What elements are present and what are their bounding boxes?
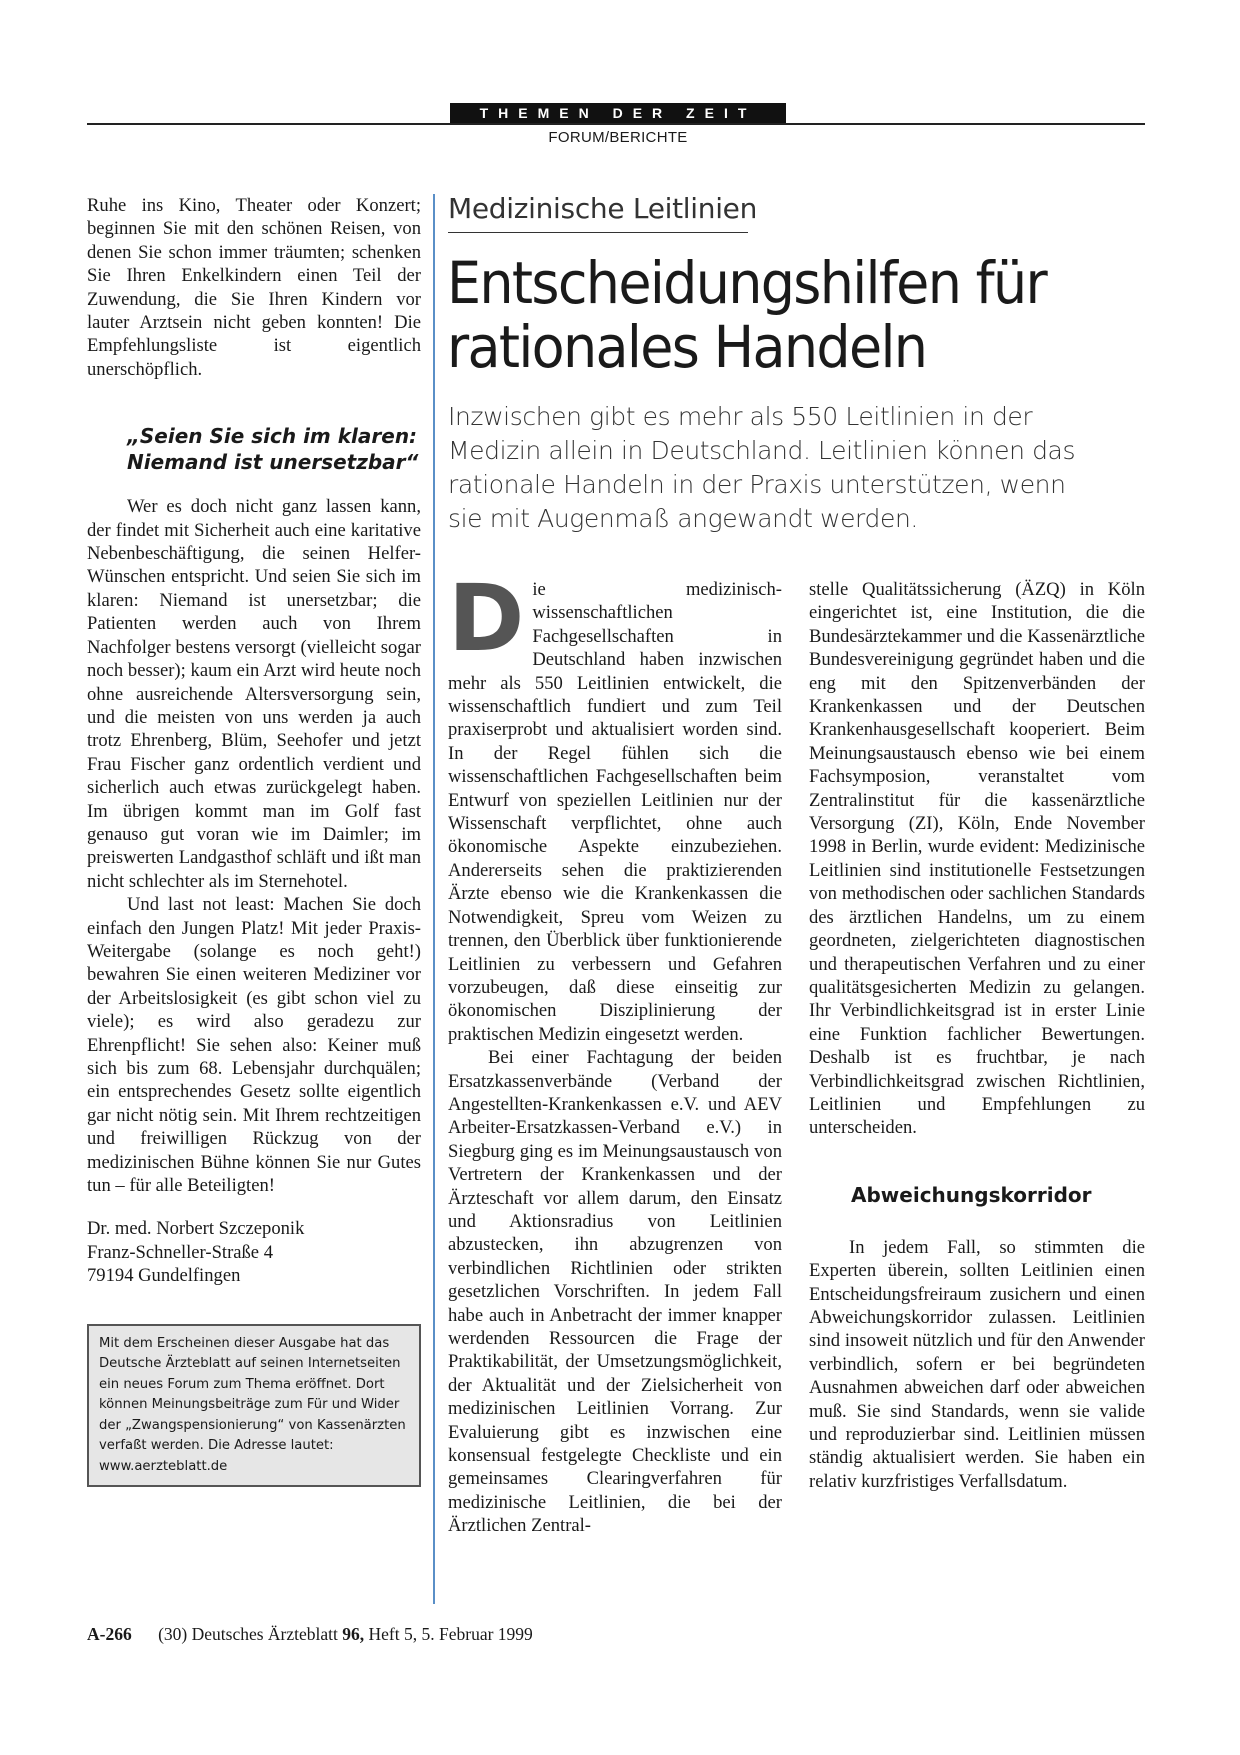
author-block [87,1217,421,1287]
header-rule [87,123,1145,125]
forum-notice-box: Mit dem Erscheinen dieser Ausgabe hat das Deutsche Ärzteblatt auf seinen Internetseiten ein neues Forum zum Thema eröffnet. Dort können Meinungsbeiträge zum Für und Wider der „Zwangspensionierung“ von Kassenärzten verfaßt werden. Die Adresse lautet: www.aerzteblatt.de [87,1324,421,1488]
article-lead: Inzwischen gibt es mehr als 550 Leitlinien in der Medizin allein in Deutschland. Leitlinien können das rationale Handeln in der Praxis unterstützen, wenn sie mit Augenmaß angewandt werden. [448,402,1076,533]
article-headline: Entscheidungshilfen für rationales Handeln [447,249,1047,381]
citation-volume: 96, [342,1624,365,1644]
article-column-right [809,578,1145,1493]
article-kicker: Medizinische Leitlinien [448,192,758,225]
page-footer [87,1624,533,1645]
subsection-label: FORUM/BERICHTE [548,129,688,146]
left-paragraph-1: Wer es doch nicht ganz lassen kann, der findet mit Sicherheit auch eine karitative Nebenbeschäftigung, die seinen Helfer-Wünschen entspricht. Und seien Sie sich im klaren: Niemand ist unersetzbar; die Patienten werden auch von Ihrem Nachfolger bestens versorgt (vielleicht sogar noch besser); kaum ein Arzt wird heute noch ohne ausreichende Altersversorgung sein, und die meisten von uns werden ja auch trotz Ehrenberg, Blüm, Seehofer und jetzt Frau Fischer ganz ordentlich verdient und sicherlich auch etwas zurückgelegt haben. Im übrigen kommt man im Golf fast genauso gut voran wie im Daimler; im preiswerten Landgasthof schläft und ißt man nicht schlechter als im Sternehotel. [87,496,421,892]
article-column-middle [448,565,782,1538]
left-paragraph-2: Und last not least: Machen Sie doch einfach den Jungen Platz! Mit jeder Praxis-Weitergabe (solange es noch geht!) bewahren Sie einen weiteren Mediziner vor der Arbeitslosigkeit (es gibt schon viel zu viele); es wird also geradezu zur Ehrenpflicht! Sie sehen also: Keiner muß sich bis zum 68. Lebensjahr durchquälen; ein entsprechendes Gesetz sollte eigentlich gar nicht nötig sein. Mit Ihrem rechtzeitigen und freiwilligen Rückzug von der medizinischen Bühne können Sie nur Gutes tun – für alle Beteiligten! [87,894,421,1197]
article-subheading: Abweichungskorridor [851,1182,1092,1207]
article-paragraph-1 [448,565,782,1046]
citation-suffix: Heft 5, 5. Februar 1999 [368,1624,533,1644]
section-banner: THEMEN DER ZEIT [450,103,786,123]
article-paragraph-1-text: ie medizinisch-wissenschaftlichen Fachgesellschaften in Deutschland haben inzwischen mehr als 550 Leitlinien entwickelt, die wissenschaftlich fundiert und zum Teil praxiserprobt und aktualisiert worden sind. In der Regel fühlen sich die wissenschaftlichen Fachgesellschaften beim Entwurf von speziellen Leitlinien nur der Wissenschaft verpflichtet, ohne auch ökonomische Aspekte einzubeziehen. Andererseits sehen die praktizierenden Ärzte ebenso wie die Krankenkassen die Notwendigkeit, Spreu vom Weizen zu trennen, den Überblick über funktionierende Leitlinien zu verbessern und Gefahren vorzubeugen, daß diese einseitig zur ökonomischen Disziplinierung der praktischen Medizin eingesetzt werden. [448,579,782,1045]
author-name: Dr. med. Norbert Szczeponik [87,1218,305,1240]
article-paragraph-2: Bei einer Fachtagung der beiden Ersatzkassenverbände (Verband der Angestellten-Krankenkassen e.V. und AEV Arbeiter-Ersatzkassen-Verband e.V.) in Siegburg ging es im Meinungsaustausch von Vertretern der Krankenkassen und der Ärzteschaft vor allem darum, den Einsatz und Aktionsradius von Leitlinien abzustecken, ihn abzugrenzen von verbindlichen Richtlinien oder strikten gesetzlichen Vorschriften. In jedem Fall habe auch in Anbetracht der immer knapper werdenden Ressourcen die Frage der Praktikabilität, der Umsetzungsmöglichkeit, der Aktualität und der Zielsicherheit von medizinischen Leitlinien Vorrang. Zur Evaluierung gibt es inzwischen eine konsensual festgelegte Checkliste und ein gemeinsames Clearingverfahren für medizinische Leitlinien, die bei der Ärztlichen Zentral- [448,1047,782,1537]
article-paragraph-4: In jedem Fall, so stimmten die Experten überein, sollten Leitlinien einen Entscheidungsfreiraum zusichern und einen Abweichungskorridor zulassen. Leitlinien sind insoweit nützlich und für den Anwender verbindlich, sofern er bei begründeten Ausnahmen abweichen darf oder abweichen muß. Sie sind Standards, wenn sie valide und reproduzierbar sind. Leitlinien müssen ständig aktualisiert werden. Sie haben ein relativ kurzfristiges Verfallsdatum. [809,1236,1145,1492]
author-street: Franz-Schneller-Straße 4 [87,1241,274,1263]
left-column [87,194,421,1487]
author-city: 79194 Gundelfingen [87,1265,241,1287]
kicker-rule [448,232,748,233]
left-intro-paragraph: Ruhe ins Kino, Theater oder Konzert; beginnen Sie mit den schönen Reisen, von denen Sie schon immer träumten; schenken Sie Ihren Enkelkindern einen Teil der Zuwendung, die Sie Ihren Kindern vor lauter Arztsein nicht geben konnten! Die Empfehlungsliste ist eigentlich unerschöpflich. [87,195,421,380]
left-subheading: „Seien Sie sich im klaren: Niemand ist unersetzbar“ [127,424,419,475]
page-number: A-266 [87,1624,132,1644]
drop-cap: D [448,565,525,672]
citation-prefix: (30) Deutsches Ärzteblatt [158,1624,338,1644]
column-separator [433,194,435,1604]
article-paragraph-3: stelle Qualitätssicherung (ÄZQ) in Köln eingerichtet ist, eine Institution, die die Bundesärztekammer und die Kassenärztliche Bundesvereinigung gegründet haben und die eng mit den Spitzenverbänden der Krankenkassen und der Deutschen Krankenhausgesellschaft kooperiert. Beim Meinungsaustausch ebenso wie bei einem Fachsymposion, veranstaltet vom Zentralinstitut für die kassenärztliche Versorgung (ZI), Köln, Ende November 1998 in Berlin, wurde evident: Medizinische Leitlinien sind institutionelle Festsetzungen von methodischen oder sachlichen Standards des ärztlichen Handelns, um zu einem geordneten, zielgerichteten diagnostischen und therapeutischen Verfahren und zu einer qualitätsgesicherten Medizin zu gelangen. Ihr Verbindlichkeitsgrad ist in erster Linie eine Funktion fachlicher Bewertungen. Deshalb ist es fruchtbar, je nach Verbindlichkeitsgrad zwischen Richtlinien, Leitlinien und Empfehlungen zu unterscheiden. [809,579,1145,1139]
